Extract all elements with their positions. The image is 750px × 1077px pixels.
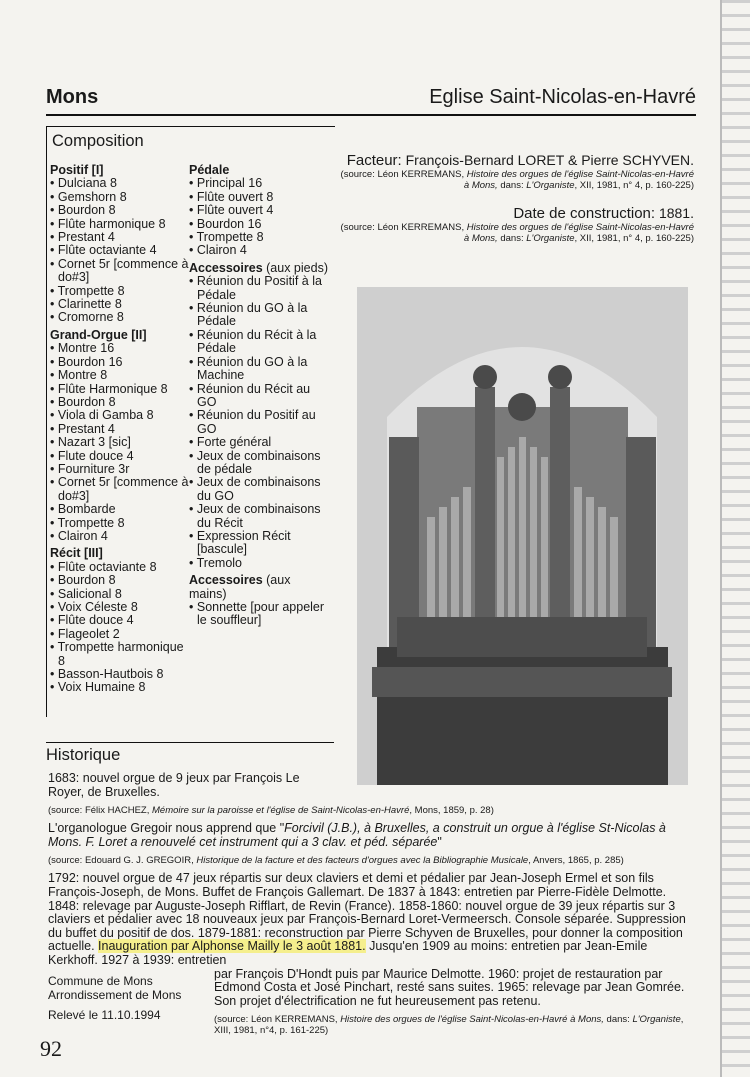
page-edge <box>720 0 722 1077</box>
stop-item: • Clarinette 8 <box>50 298 190 311</box>
spiral-binding <box>720 0 750 1077</box>
p3-text: 1792: nouvel orgue de 47 jeux répartis sur deux claviers et demi et pédalier par Jean-Joseph Ermel et son fils François-Joseph, de Mons. Buffet de François Gallemart. De 1837 à 1843: entretien par Pierre-Fidèle Delmotte. 1848: relevage par Auguste-Joseph Rifflart, de Revin (France). 1858-1860: nouvel orgue de 39 jeux répartis sur 3 claviers et pédalier avec 18 nouveaux jeux par François-Bernard Loret-Vermeersch. Console séparée. Suppression du buffet du positif de dos. 1879-1881: reconstruction par Pierre Schyven de Bruxelles, pour donner la composition actuelle. <box>48 871 686 954</box>
city-name: Mons <box>46 86 99 108</box>
inauguration-highlight: Inauguration par Alphonse Mailly le 3 août 1881. <box>98 939 366 954</box>
s2-ref: , Anvers, 1865, p. 285) <box>528 855 624 867</box>
s1-author: (source: Félix HACHEZ, <box>48 805 152 817</box>
page-header <box>46 86 696 112</box>
p2-end: " <box>437 834 442 849</box>
stop-item: • Réunion du Positif à la Pédale <box>189 275 331 302</box>
date-line <box>336 205 694 222</box>
date-source-journal: L'Organiste <box>526 233 575 244</box>
facteur-line <box>336 152 694 169</box>
date-block <box>336 205 694 244</box>
stop-item: • Trompette harmonique 8 <box>50 641 190 668</box>
header-rule <box>46 114 696 116</box>
s1-ref: , Mons, 1859, p. 28) <box>409 805 494 817</box>
p2-start: L'organologue Gregoir nous apprend que " <box>48 821 285 836</box>
stop-item: • Prestant 4 <box>50 231 190 244</box>
arrondissement: Arrondissement de Mons <box>48 988 182 1002</box>
section-heading: Pédale <box>189 163 230 177</box>
date-source-ref: , XII, 1981, n° 4, p. 160-225) <box>574 233 694 244</box>
stop-item: • Clairon 4 <box>189 244 331 257</box>
facteur-source-journal: L'Organiste <box>526 180 575 191</box>
facteur-source <box>336 169 694 191</box>
s3-journal: L'Organiste <box>632 1014 681 1026</box>
stop-item: • Jeux de combinaisons de pédale <box>189 450 331 477</box>
s3-title: Histoire des orgues de l'église Saint-Nicolas-en-Havré à Mons, <box>340 1014 604 1026</box>
section-heading: Grand-Orgue [II] <box>50 327 147 342</box>
s1-title: Mémoire sur la paroisse et l'église de Saint-Nicolas-en-Havré <box>152 805 410 817</box>
stop-item: • Cornet 5r [commence à do#3] <box>50 258 190 285</box>
facteur-source-author: (source: Léon KERREMANS, <box>340 169 467 180</box>
section-heading: Récit [III] <box>50 546 103 561</box>
composition-column-2 <box>189 164 331 628</box>
stop-item: • Principal 16 <box>189 177 331 190</box>
date-value: 1881. <box>658 205 694 221</box>
date-label: Date de construction: <box>513 205 656 222</box>
facteur-label: Facteur: <box>346 152 402 169</box>
facteur-source-title: Histoire des orgues de l'église Saint-Nicolas-en-Havré à Mons, <box>463 169 694 191</box>
stop-item: • Flûte ouvert 4 <box>189 204 331 217</box>
date-source <box>336 222 694 244</box>
stop-item: • Cromorne 8 <box>50 311 190 324</box>
s2-title: Historique de la facture et des facteurs d'orgues avec la Bibliographie Musicale <box>196 855 529 867</box>
historique-rule <box>46 742 334 743</box>
historique-p3-cont: par François D'Hondt puis par Maurice Delmotte. 1960: projet de restauration par Edmond Costa et José Pinchart, resté sans suites. 1965: relevage par Jean Gomrée. Son projet d'électrification ne fut heureusement pas retenu. <box>214 966 685 1008</box>
s3-sep: dans: <box>603 1014 633 1026</box>
stop-item: • Salicional 8 <box>50 588 190 601</box>
stop-item: • Flûte harmonique 8 <box>50 218 190 231</box>
facteur-block <box>336 152 694 191</box>
stop-item: • Jeux de combinaisons du GO <box>189 476 331 503</box>
p3-text-2: Jusqu'en 1909 au moins: entretien par Jean-Emile Kerkhoff. 1927 à 1939: entretien <box>48 939 648 967</box>
stop-item: • Flute douce 4 <box>50 450 190 463</box>
stop-item: • Prestant 4 <box>50 423 190 436</box>
p2-quote: Forcivil (J.B.), à Bruxelles, a construit un orgue à l'église St-Nicolas à Mons. F. Loret a renouvelé cet instrument qui a 3 clav. et péd. séparée <box>48 821 666 849</box>
date-source-author: (source: Léon KERREMANS, <box>340 222 467 233</box>
date-source-sep: dans: <box>497 233 527 244</box>
s3-author: (source: Léon KERREMANS, <box>214 1014 341 1026</box>
section-note: (aux mains) <box>189 573 291 601</box>
organ-illustration <box>357 287 688 785</box>
stop-item: • Réunion du Positif au GO <box>189 409 331 436</box>
section-heading: Accessoires (aux mains) <box>189 573 291 601</box>
stop-item: • Réunion du GO à la Pédale <box>189 302 331 329</box>
organ-photograph <box>357 287 688 785</box>
stop-item: • Flûte Harmonique 8 <box>50 383 190 396</box>
stop-item: • Nazart 3 [sic] <box>50 436 190 449</box>
historique-p2 <box>48 822 696 849</box>
stop-item: • Bourdon 8 <box>50 574 190 587</box>
stop-item: • Voix Céleste 8 <box>50 601 190 614</box>
stop-item: • Montre 16 <box>50 342 190 355</box>
stop-item: • Réunion du Récit à la Pédale <box>189 329 331 356</box>
stop-item: • Flageolet 2 <box>50 628 190 641</box>
stop-item: • Flûte ouvert 8 <box>189 191 331 204</box>
facteur-source-sep: dans: <box>497 180 527 191</box>
stop-item: • Bombarde <box>50 503 190 516</box>
section-heading: Accessoires (aux pieds) <box>189 260 328 275</box>
commune: Commune de Mons <box>48 974 153 988</box>
stop-item: • Cornet 5r [commence à do#3] <box>50 476 190 503</box>
stop-item: • Réunion du Récit au GO <box>189 383 331 410</box>
stop-item: • Jeux de combinaisons du Récit <box>189 503 331 530</box>
stop-item: • Bourdon 8 <box>50 396 190 409</box>
historique-source-2 <box>48 855 696 866</box>
historique-p3 <box>48 872 696 967</box>
stop-item: • Viola di Gamba 8 <box>50 409 190 422</box>
s3-ref: , XIII, 1981, n°4, p. 161-225) <box>214 1014 684 1037</box>
stop-item: • Basson-Hautbois 8 <box>50 668 190 681</box>
stop-item: • Gemshorn 8 <box>50 191 190 204</box>
stop-item: • Voix Humaine 8 <box>50 681 190 694</box>
historique-source-1 <box>48 805 696 816</box>
historique-source-3 <box>214 1014 696 1036</box>
stop-item: • Montre 8 <box>50 369 190 382</box>
section-heading: Positif [I] <box>50 163 104 177</box>
stop-item: • Dulciana 8 <box>50 177 190 190</box>
facteur-value: François-Bernard LORET & Pierre SCHYVEN. <box>405 152 694 168</box>
stop-item: • Flûte octaviante 8 <box>50 561 190 574</box>
stop-item: • Trompette 8 <box>189 231 331 244</box>
historique-indented <box>214 968 696 1037</box>
section-note: (aux pieds) <box>262 260 328 275</box>
stop-item: • Bourdon 16 <box>189 218 331 231</box>
survey-date: Relevé le 11.10.1994 <box>48 1008 161 1022</box>
historique-title: Historique <box>46 746 121 764</box>
stop-item: • Trompette 8 <box>50 517 190 530</box>
stop-item: • Trompette 8 <box>50 285 190 298</box>
stop-item: • Forte général <box>189 436 331 449</box>
composition-column-1 <box>50 164 190 695</box>
stop-item: • Bourdon 16 <box>50 356 190 369</box>
stop-item: • Flûte octaviante 4 <box>50 244 190 257</box>
s2-author: (source: Edouard G. J. GREGOIR, <box>48 855 197 867</box>
composition-title: Composition <box>52 132 144 150</box>
date-source-title: Histoire des orgues de l'église Saint-Nicolas-en-Havré à Mons, <box>463 222 694 244</box>
stop-item: • Expression Récit [bascule] <box>189 530 331 557</box>
church-name: Eglise Saint-Nicolas-en-Havré <box>429 86 696 108</box>
location-block <box>48 974 181 1002</box>
stop-item: • Sonnette [pour appeler le souffleur] <box>189 601 331 628</box>
page-number: 92 <box>40 1036 62 1061</box>
facteur-source-ref: , XII, 1981, n° 4, p. 160-225) <box>574 180 694 191</box>
stop-item: • Bourdon 8 <box>50 204 190 217</box>
stop-item: • Fourniture 3r <box>50 463 190 476</box>
historique-p1: 1683: nouvel orgue de 9 jeux par François Le Royer, de Bruxelles. <box>48 771 300 799</box>
stop-item: • Réunion du GO à la Machine <box>189 356 331 383</box>
stop-item: • Flûte douce 4 <box>50 614 190 627</box>
stop-item: • Tremolo <box>189 557 331 570</box>
stop-item: • Clairon 4 <box>50 530 190 543</box>
